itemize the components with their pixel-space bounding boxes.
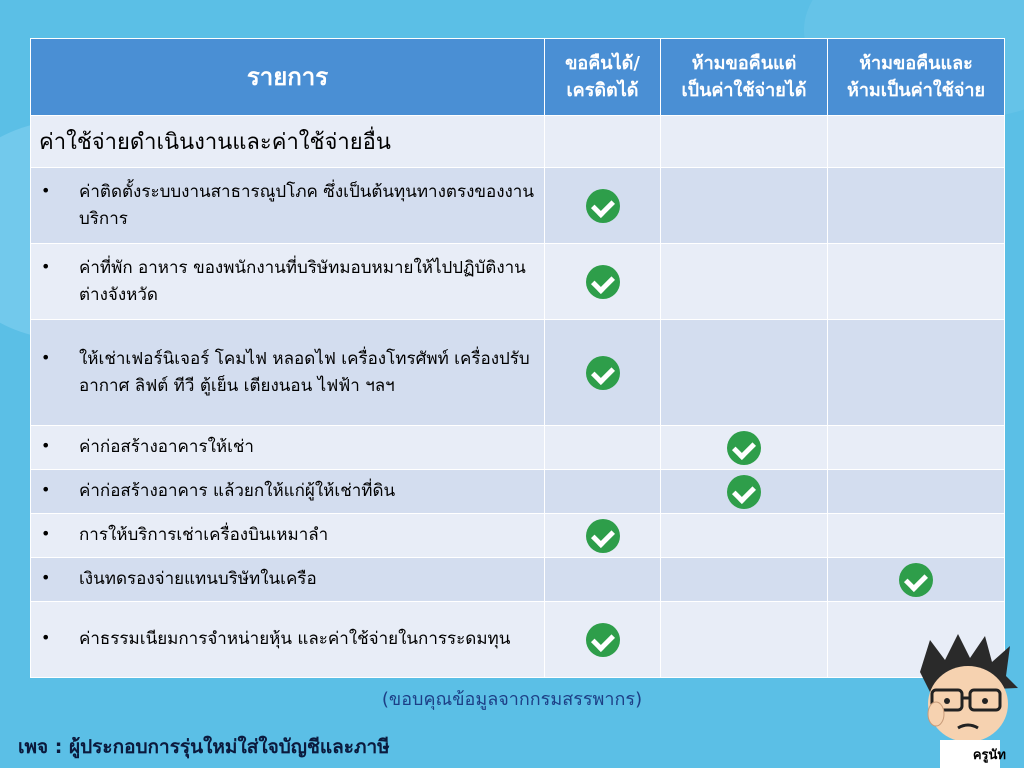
item-cell	[31, 426, 545, 470]
bullet: •	[41, 348, 51, 368]
item-text: ค่าที่พัก อาหาร ของพนักงานที่บริษัทมอบหมายให้ไปปฏิบัติงานต่างจังหวัด	[79, 258, 526, 305]
bullet: •	[41, 628, 51, 648]
tax-table	[30, 38, 1005, 678]
empty-cell	[828, 320, 1005, 426]
empty-cell	[545, 116, 661, 168]
item-text: ค่าติดตั้งระบบงานสาธารณูปโภค ซึ่งเป็นต้นทุนทางตรงของงานบริการ	[79, 182, 534, 229]
check-cell	[545, 602, 661, 678]
footer-page-name: เพจ : ผู้ประกอบการรุ่นใหม่ใส่ใจบัญชีและภาษี	[18, 736, 390, 758]
table-row	[31, 244, 1005, 320]
bullet: •	[41, 480, 51, 500]
check-cell	[661, 426, 828, 470]
bullet: •	[41, 568, 51, 588]
item-cell	[31, 602, 545, 678]
mascot-label: ครูนัท	[972, 748, 1006, 763]
item-cell	[31, 168, 545, 244]
table-row	[31, 514, 1005, 558]
check-icon	[586, 623, 620, 657]
item-text: ค่าก่อสร้างอาคารให้เช่า	[79, 437, 254, 458]
empty-cell	[661, 244, 828, 320]
check-icon	[727, 431, 761, 465]
header-refundable: ขอคืนได้/ เครดิตได้	[545, 39, 661, 116]
check-icon	[586, 265, 620, 299]
empty-cell	[828, 470, 1005, 514]
check-icon	[586, 519, 620, 553]
check-cell	[545, 514, 661, 558]
table-row	[31, 320, 1005, 426]
item-cell	[31, 470, 545, 514]
check-cell	[828, 558, 1005, 602]
empty-cell	[661, 558, 828, 602]
check-cell	[545, 320, 661, 426]
header-row	[31, 39, 1005, 116]
item-text: การให้บริการเช่าเครื่องบินเหมาลำ	[79, 525, 329, 546]
empty-cell	[661, 320, 828, 426]
table-row	[31, 470, 1005, 514]
bullet: •	[41, 436, 51, 456]
item-text: ค่าก่อสร้างอาคาร แล้วยกให้แก่ผู้ให้เช่าที่ดิน	[79, 481, 396, 502]
item-cell	[31, 558, 545, 602]
empty-cell	[545, 426, 661, 470]
empty-cell	[661, 116, 828, 168]
empty-cell	[545, 470, 661, 514]
empty-cell	[828, 426, 1005, 470]
empty-cell	[828, 514, 1005, 558]
empty-cell	[661, 602, 828, 678]
check-icon	[586, 189, 620, 223]
item-cell	[31, 320, 545, 426]
empty-cell	[828, 168, 1005, 244]
check-icon	[899, 563, 933, 597]
header-not-allowed: ห้ามขอคืนและ ห้ามเป็นค่าใช้จ่าย	[828, 39, 1005, 116]
item-text: ค่าธรรมเนียมการจำหน่ายหุ้น และค่าใช้จ่ายในการระดมทุน	[79, 629, 511, 650]
empty-cell	[545, 558, 661, 602]
table-row	[31, 558, 1005, 602]
empty-cell	[661, 514, 828, 558]
source-note: (ขอบคุณข้อมูลจากกรมสรรพากร)	[381, 689, 643, 710]
empty-cell	[661, 168, 828, 244]
check-cell	[661, 470, 828, 514]
check-cell	[545, 244, 661, 320]
check-cell	[545, 168, 661, 244]
check-icon	[727, 475, 761, 509]
bullet: •	[41, 181, 51, 201]
empty-cell	[828, 116, 1005, 168]
table-row	[31, 426, 1005, 470]
item-text: ให้เช่าเฟอร์นิเจอร์ โคมไฟ หลอดไฟ เครื่องโทรศัพท์ เครื่องปรับอากาศ ลิฟต์ ทีวี ตู้เย็น เตียงนอน ไฟฟ้า ฯลฯ	[79, 349, 530, 396]
header-expense-only: ห้ามขอคืนแต่ เป็นค่าใช้จ่ายได้	[661, 39, 828, 116]
empty-cell	[828, 244, 1005, 320]
section-title: ค่าใช้จ่ายดำเนินงานและค่าใช้จ่ายอื่น	[31, 116, 545, 168]
table-row	[31, 168, 1005, 244]
item-cell	[31, 514, 545, 558]
section-row	[31, 116, 1005, 168]
header-item: รายการ	[31, 39, 545, 116]
check-icon	[586, 356, 620, 390]
item-cell	[31, 244, 545, 320]
bullet: •	[41, 257, 51, 277]
item-text: เงินทดรองจ่ายแทนบริษัทในเครือ	[79, 569, 317, 590]
bullet: •	[41, 524, 51, 544]
table-row	[31, 602, 1005, 678]
